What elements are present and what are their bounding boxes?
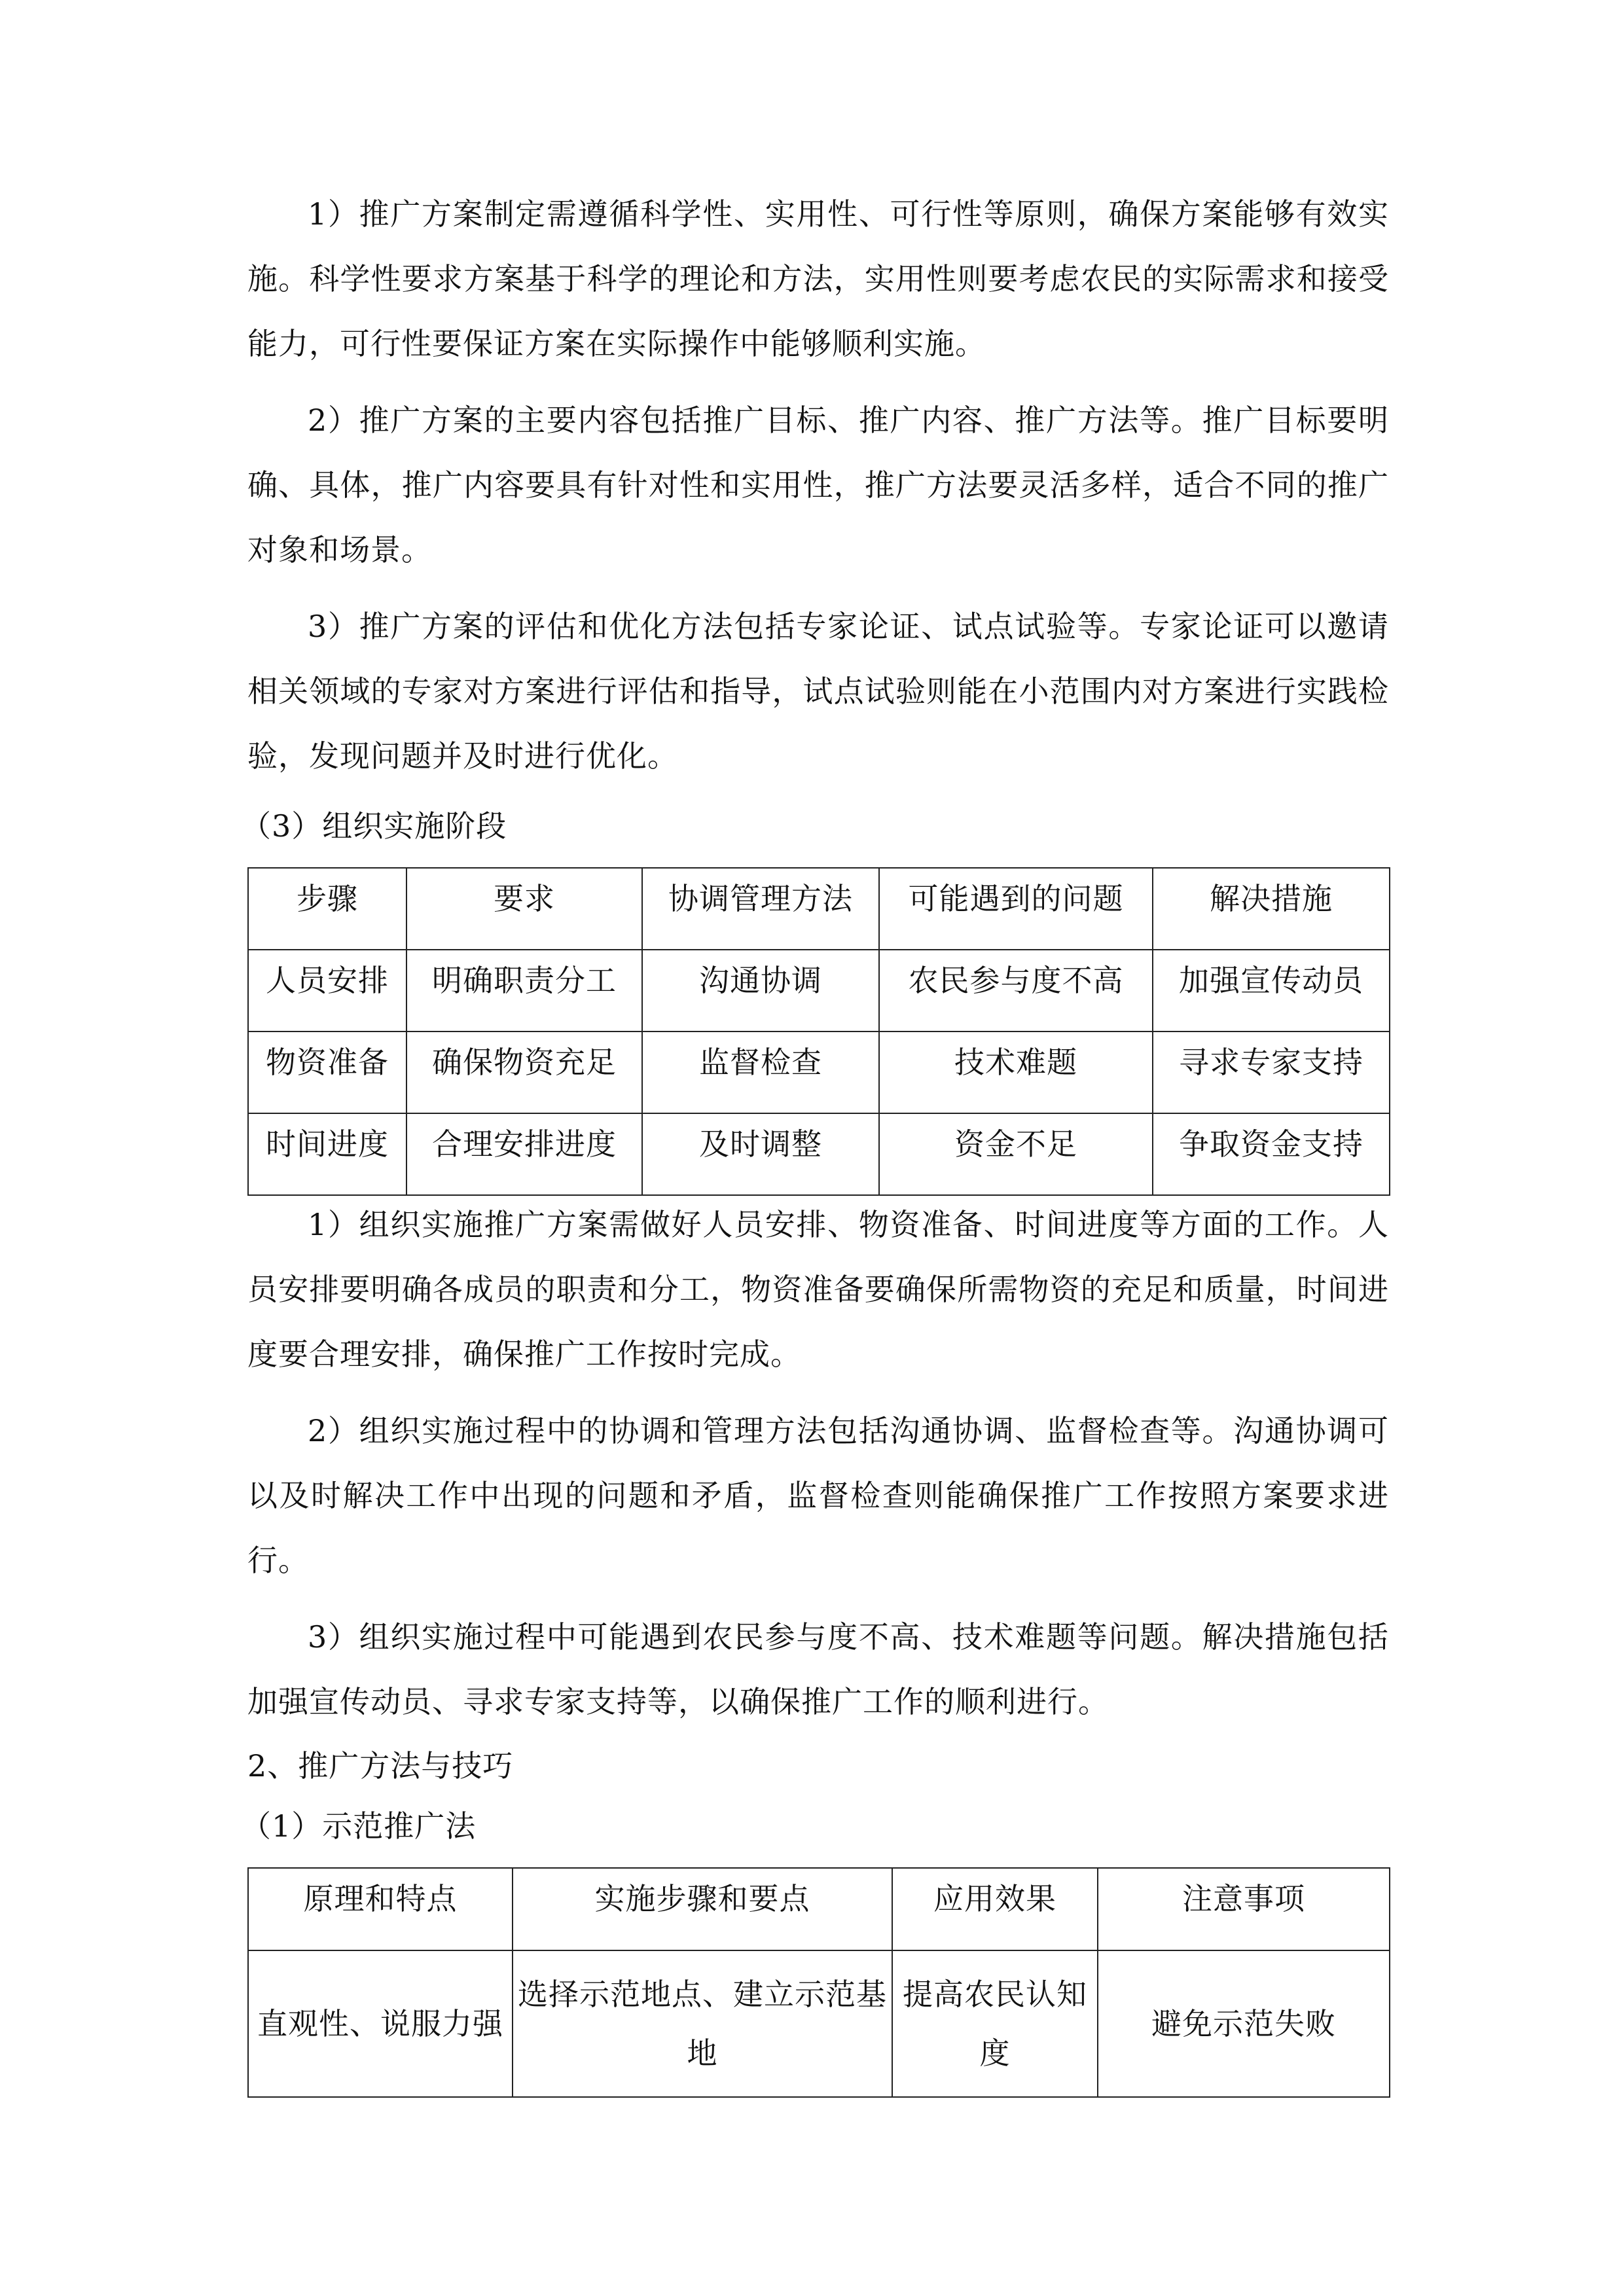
table-cell: 技术难题 [879,1031,1153,1113]
table-cell: 提高农民认知度 [892,1950,1098,2097]
table-cell: 加强宣传动员 [1153,950,1390,1031]
table-row [248,950,1390,1031]
paragraph: 1）组织实施推广方案需做好人员安排、物资准备、时间进度等方面的工作。人员安排要明确各成员的职责和分工，物资准备要确保所需物资的充足和质量，时间进度要合理安排，确保推广工作按时完成。 [247,1207,1389,1372]
paragraph: 3）组织实施过程中可能遇到农民参与度不高、技术难题等问题。解决措施包括加强宣传动员、寻求专家支持等，以确保推广工作的顺利进行。 [247,1619,1389,1719]
table-cell: 人员安排 [248,950,406,1031]
table-cell: 资金不足 [879,1113,1153,1195]
table-cell: 争取资金支持 [1153,1113,1390,1195]
table-header-cell: 应用效果 [892,1868,1098,1950]
table-header-cell: 要求 [406,868,642,950]
table-header-cell: 解决措施 [1153,868,1390,950]
table-cell: 监督检查 [642,1031,879,1113]
table-cell: 确保物资充足 [406,1031,642,1113]
subsection-heading: （1）示范推广法 [241,1808,477,1844]
paragraph: 2）组织实施过程中的协调和管理方法包括沟通协调、监督检查等。沟通协调可以及时解决工作中出现的问题和矛盾，监督检查则能确保推广工作按照方案要求进行。 [247,1413,1389,1578]
table-row [248,1950,1390,2097]
table-cell: 时间进度 [248,1113,406,1195]
paragraph: 2）推广方案的主要内容包括推广目标、推广内容、推广方法等。推广目标要明确、具体，推广内容要具有针对性和实用性，推广方法要灵活多样，适合不同的推广对象和场景。 [247,403,1389,567]
table-header-cell: 原理和特点 [248,1868,513,1950]
table-cell: 避免示范失败 [1098,1950,1390,2097]
section-heading: 2、推广方法与技巧 [247,1748,514,1784]
table-header-cell: 实施步骤和要点 [513,1868,892,1950]
table-header-cell: 注意事项 [1098,1868,1390,1950]
paragraph: 1）推广方案制定需遵循科学性、实用性、可行性等原则，确保方案能够有效实施。科学性要求方案基于科学的理论和方法，实用性则要考虑农民的实际需求和接受能力，可行性要保证方案在实际操作中能够顺利实施。 [247,196,1389,361]
table-cell: 农民参与度不高 [879,950,1153,1031]
table-header-row [248,868,1390,950]
plan-section [247,182,1389,789]
paragraph: 3）推广方案的评估和优化方法包括专家论证、试点试验等。专家论证可以邀请相关领域的专家对方案进行评估和指导，试点试验则能在小范围内对方案进行实践检验，发现问题并及时进行优化。 [247,609,1389,774]
table-row [248,1031,1390,1113]
table-cell: 物资准备 [248,1031,406,1113]
table-cell: 寻求专家支持 [1153,1031,1390,1113]
table-header-row [248,1868,1390,1950]
table-cell: 合理安排进度 [406,1113,642,1195]
implementation-table [247,867,1390,1196]
demonstration-table [247,1867,1390,2098]
table-row [248,1113,1390,1195]
implementation-section [247,1193,1389,1734]
table-cell: 选择示范地点、建立示范基地 [513,1950,892,2097]
table-header-cell: 步骤 [248,868,406,950]
table-header-cell: 协调管理方法 [642,868,879,950]
table-cell: 直观性、说服力强 [248,1950,513,2097]
table-header-cell: 可能遇到的问题 [879,868,1153,950]
table-cell: 沟通协调 [642,950,879,1031]
table-cell: 及时调整 [642,1113,879,1195]
section-heading: （3）组织实施阶段 [241,808,507,844]
table-cell: 明确职责分工 [406,950,642,1031]
